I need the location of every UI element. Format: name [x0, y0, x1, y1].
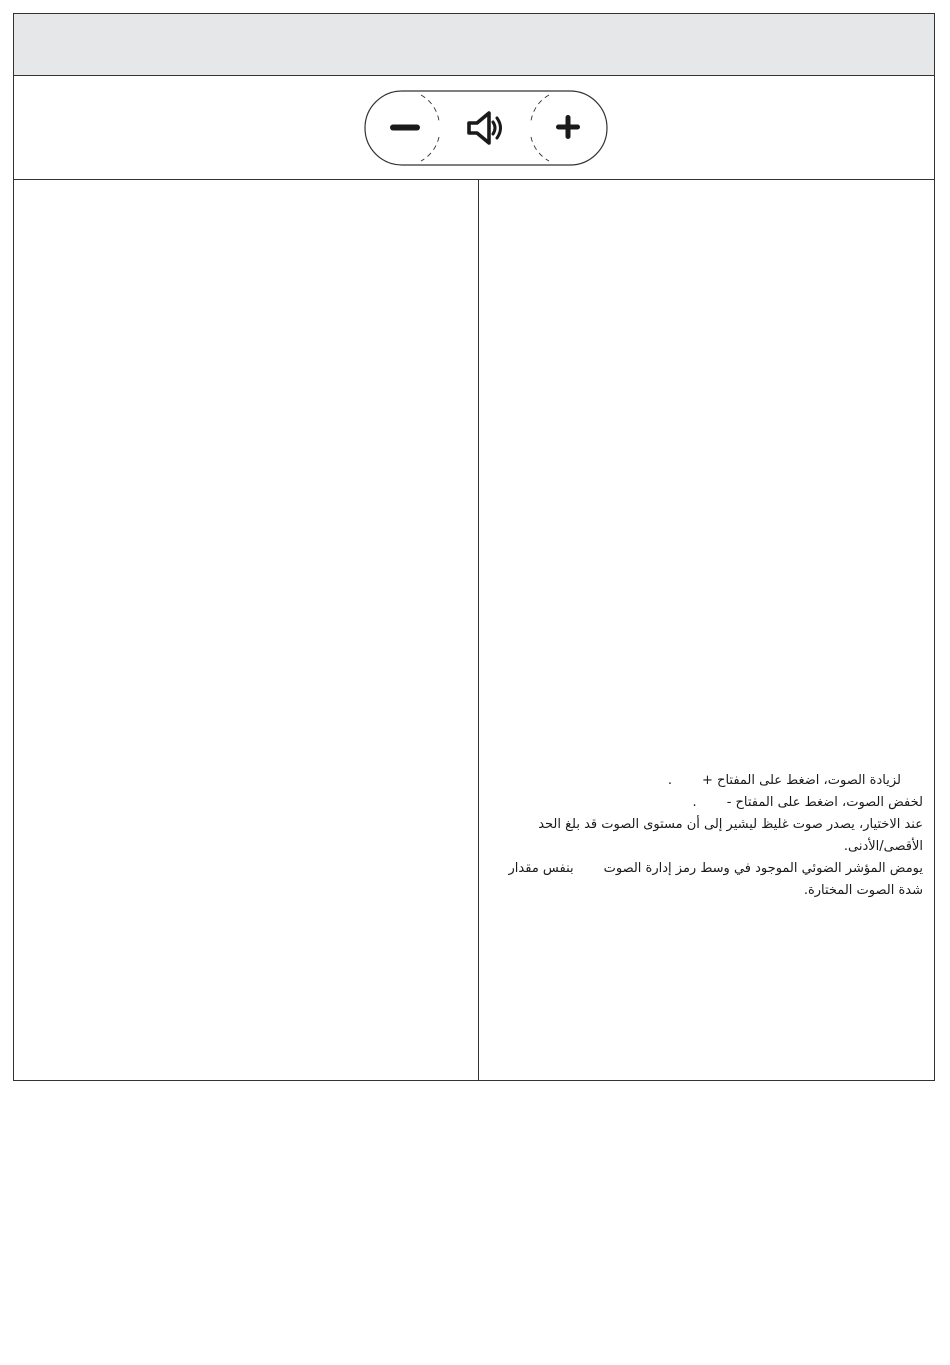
minus-button[interactable] — [390, 95, 439, 161]
header-band — [14, 14, 934, 76]
instruction-increase-text: لزيادة الصوت، اضغط على المفتاح + — [702, 773, 901, 788]
right-column — [479, 180, 934, 1080]
instruction-increase — [507, 770, 923, 792]
volume-instructions — [507, 770, 923, 902]
volume-control-row — [14, 76, 934, 180]
instruction-led-blink-text-a: يومض المؤشر الضوئي الموجود في وسط رمز إدارة الصوت — [603, 861, 923, 876]
instruction-decrease-end: . — [692, 795, 697, 810]
instruction-decrease — [507, 792, 923, 814]
instruction-limit-tone — [507, 814, 923, 858]
plus-icon — [556, 115, 580, 139]
instruction-led-blink — [507, 858, 923, 902]
instruction-led-blink-text-b: بنفس مقدار شدة الصوت المختارة. — [508, 861, 923, 898]
volume-control-illustration — [363, 89, 609, 167]
left-column — [14, 180, 479, 1080]
instruction-limit-tone-text: عند الاختيار، يصدر صوت غليظ ليشير إلى أن مستوى الصوت قد بلغ الحد الأقصى/الأدنى. — [538, 817, 923, 854]
speaker-icon — [469, 113, 501, 143]
instruction-increase-end: . — [667, 773, 673, 788]
document-frame — [13, 13, 935, 1081]
minus-icon — [390, 125, 420, 131]
instruction-decrease-text: لخفض الصوت، اضغط على المفتاح - — [726, 795, 923, 810]
plus-button[interactable] — [531, 95, 580, 161]
